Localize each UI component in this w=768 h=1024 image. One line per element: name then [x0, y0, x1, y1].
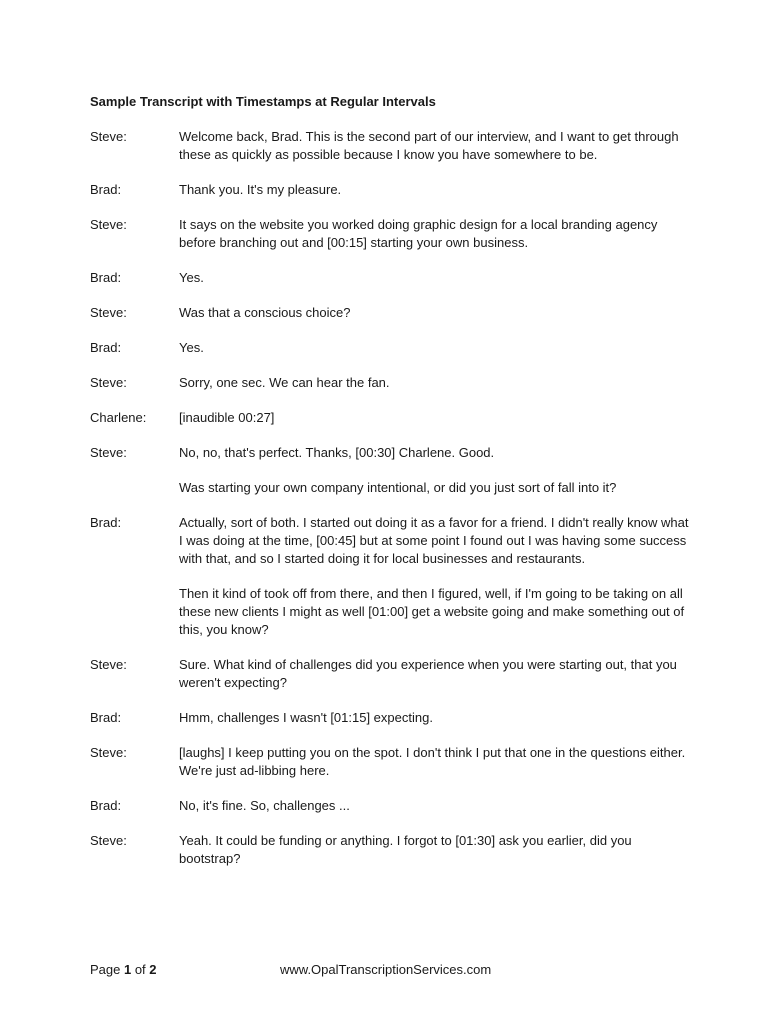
transcript-entry: [90, 709, 690, 727]
transcript-entry: [90, 128, 690, 164]
transcript: [90, 128, 690, 885]
speaker-name: Brad:: [90, 798, 122, 813]
page-number: Page 1 of 2: [90, 962, 157, 977]
speaker-name: Brad:: [90, 182, 122, 197]
dialogue-paragraph: [laughs] I keep putting you on the spot. I don't think I put that one in the questions either. We're just ad-libbing here.: [179, 745, 686, 778]
dialogue-paragraph: Sure. What kind of challenges did you experience when you were starting out, that you weren't expecting?: [179, 657, 677, 690]
speaker-name: Steve:: [90, 375, 127, 390]
dialogue-paragraph: Actually, sort of both. I started out doing it as a favor for a friend. I didn't really know what I was doing at the time, [00:45] but at some point I found out I was having some success with that, and so I started doing it for local businesses and restaurants.: [179, 515, 689, 566]
transcript-entry: [90, 744, 690, 780]
speaker-name: Charlene:: [90, 410, 147, 425]
transcript-entry: [90, 832, 690, 868]
website-url: www.OpalTranscriptionServices.com: [280, 962, 492, 977]
dialogue-paragraph: No, it's fine. So, challenges ...: [179, 798, 350, 813]
speaker-name: Steve:: [90, 305, 127, 320]
dialogue-paragraph: Thank you. It's my pleasure.: [179, 182, 342, 197]
dialogue-paragraph: No, no, that's perfect. Thanks, [00:30] Charlene. Good.: [179, 445, 495, 460]
speaker-name: Steve:: [90, 657, 127, 672]
transcript-entry: [90, 339, 690, 357]
dialogue-paragraph: Yes.: [179, 270, 204, 285]
transcript-entry: [90, 656, 690, 692]
speaker-name: Brad:: [90, 515, 122, 530]
transcript-entry: [90, 269, 690, 287]
dialogue-paragraph: Was that a conscious choice?: [179, 305, 351, 320]
speaker-name: Steve:: [90, 445, 127, 460]
transcript-entry: [90, 216, 690, 252]
dialogue-paragraph: Yes.: [179, 340, 204, 355]
speaker-name: Brad:: [90, 270, 122, 285]
dialogue-paragraph: Then it kind of took off from there, and then I figured, well, if I'm going to be taking on all these new clients I might as well [01:00] get a website going and make something out of this, you know?: [179, 586, 685, 637]
transcript-entry: [90, 181, 690, 199]
speaker-name: Steve:: [90, 833, 127, 848]
dialogue-paragraph: Was starting your own company intentional, or did you just sort of fall into it?: [179, 480, 617, 495]
speaker-name: Steve:: [90, 129, 127, 144]
dialogue-paragraph: It says on the website you worked doing graphic design for a local branding agency before branching out and [00:15] starting your own business.: [179, 217, 658, 250]
transcript-entry: [90, 409, 690, 427]
document-title: Sample Transcript with Timestamps at Regular Intervals: [90, 94, 436, 109]
speaker-name: Brad:: [90, 710, 122, 725]
dialogue-paragraph: Yeah. It could be funding or anything. I forgot to [01:30] ask you earlier, did you bootstrap?: [179, 833, 632, 866]
speaker-name: Steve:: [90, 745, 127, 760]
dialogue-paragraph: Hmm, challenges I wasn't [01:15] expecting.: [179, 710, 433, 725]
transcript-entry: [90, 444, 690, 497]
transcript-entry: [90, 797, 690, 815]
transcript-entry: [90, 304, 690, 322]
speaker-name: Steve:: [90, 217, 127, 232]
speaker-name: Brad:: [90, 340, 122, 355]
dialogue-paragraph: Sorry, one sec. We can hear the fan.: [179, 375, 390, 390]
dialogue-paragraph: [inaudible 00:27]: [179, 410, 275, 425]
dialogue-paragraph: Welcome back, Brad. This is the second part of our interview, and I want to get through these as quickly as possible because I know you have somewhere to be.: [179, 129, 679, 162]
transcript-entry: [90, 514, 690, 639]
transcript-entry: [90, 374, 690, 392]
